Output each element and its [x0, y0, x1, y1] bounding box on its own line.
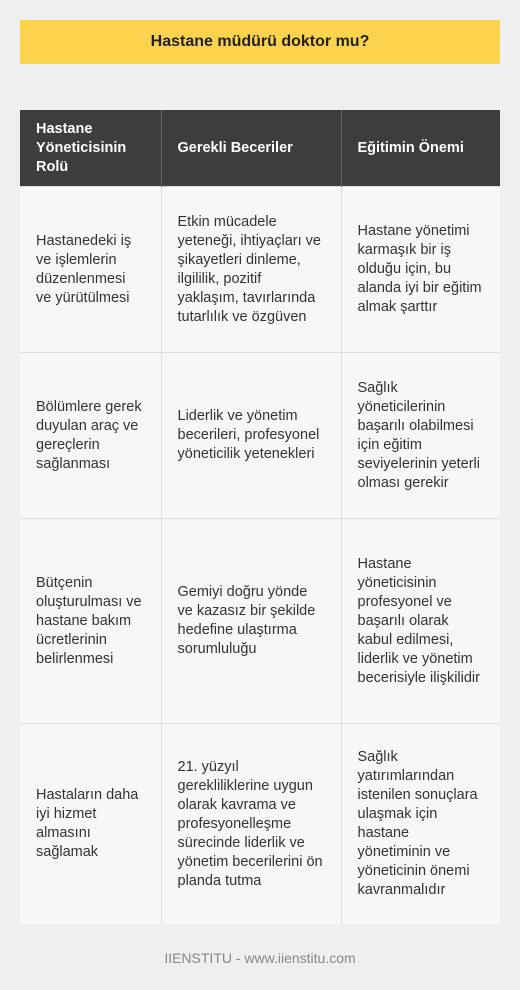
page-title: Hastane müdürü doktor mu?	[20, 20, 500, 64]
column-header-skills: Gerekli Beceriler	[161, 110, 341, 187]
table-cell-skills: Liderlik ve yönetim becerileri, profesyonel yöneticilik yetenekleri	[161, 353, 341, 519]
table-cell-role: Bölümlere gerek duyulan araç ve gereçlerin sağlanması	[20, 353, 161, 519]
footer-credit: IIENSTITU - www.iienstitu.com	[164, 950, 356, 966]
comparison-table	[20, 110, 500, 924]
table-cell-role: Hastaların daha iyi hizmet almasını sağlamak	[20, 724, 161, 925]
table-row	[20, 519, 500, 724]
table-header-row	[20, 110, 500, 187]
table-cell-skills: Etkin mücadele yeteneği, ihtiyaçları ve şikayetleri dinleme, ilgililik, pozitif yaklaşım, tavırlarında tutarlılık ve özgüven	[161, 187, 341, 353]
table-cell-role: Hastanedeki iş ve işlemlerin düzenlenmesi ve yürütülmesi	[20, 187, 161, 353]
table-cell-education: Hastane yönetimi karmaşık bir iş olduğu için, bu alanda iyi bir eğitim almak şarttır	[341, 187, 500, 353]
table-cell-skills: Gemiyi doğru yönde ve kazasız bir şekilde hedefine ulaştırma sorumluluğu	[161, 519, 341, 724]
table-cell-education: Hastane yöneticisinin profesyonel ve başarılı olarak kabul edilmesi, liderlik ve yönetim becerisiyle ilişkilidir	[341, 519, 500, 724]
table-row	[20, 353, 500, 519]
table-cell-skills: 21. yüzyıl gerekliliklerine uygun olarak kavrama ve profesyonelleşme sürecinde liderlik ve yönetim becerilerini ön planda tutma	[161, 724, 341, 925]
table-row	[20, 724, 500, 925]
table-cell-education: Sağlık yatırımlarından istenilen sonuçlara ulaşmak için hastane yönetiminin ve yöneticinin önemi kavranmalıdır	[341, 724, 500, 925]
table-cell-role: Bütçenin oluşturulması ve hastane bakım ücretlerinin belirlenmesi	[20, 519, 161, 724]
table-cell-education: Sağlık yöneticilerinin başarılı olabilmesi için eğitim seviyelerinin yeterli olması gerekir	[341, 353, 500, 519]
column-header-education: Eğitimin Önemi	[341, 110, 500, 187]
column-header-role: Hastane Yöneticisinin Rolü	[20, 110, 161, 187]
table-row	[20, 187, 500, 353]
